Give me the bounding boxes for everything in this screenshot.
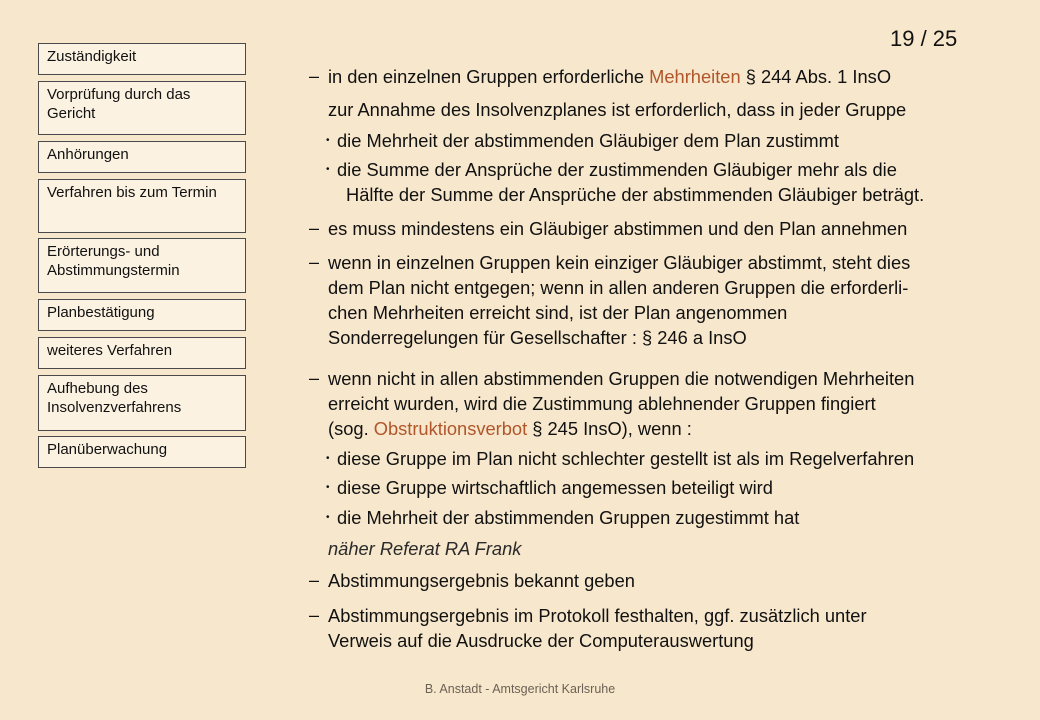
bullet-text: Verweis auf die Ausdrucke der Computerauswertung bbox=[328, 630, 754, 651]
highlight-obstruktionsverbot: Obstruktionsverbot bbox=[373, 418, 528, 439]
text-line: zur Annahme des Insolvenzplanes ist erforderlich, dass in jeder Gruppe bbox=[328, 99, 907, 120]
nav-item-label: weiteres Verfahren bbox=[47, 342, 173, 359]
sub-bullet-text: die Mehrheit der abstimmenden Gruppen zugestimmt hat bbox=[337, 507, 800, 528]
dash-bullet: – bbox=[309, 605, 320, 625]
bullet-text: es muss mindestens ein Gläubiger abstimmen und den Plan annehmen bbox=[328, 218, 908, 239]
nav-item-zustaendigkeit[interactable] bbox=[38, 43, 246, 75]
bullet-mehrheiten: in den einzelnen Gruppen erforderliche Mehrheiten § 244 Abs. 1 InsO bbox=[328, 66, 892, 87]
dash-bullet: – bbox=[309, 368, 320, 388]
sub-bullet-text: die Mehrheit der abstimmenden Gläubiger dem Plan zustimmt bbox=[337, 130, 839, 151]
bullet-obstruktionsverbot: (sog. Obstruktionsverbot § 245 InsO), wenn : bbox=[328, 418, 692, 439]
nav-item-label: Planbestätigung bbox=[47, 304, 155, 321]
nav-item-planueberwachung[interactable] bbox=[38, 436, 246, 468]
bullet-text: Abstimmungsergebnis im Protokoll festhalten, ggf. zusätzlich unter bbox=[328, 605, 867, 626]
nav-item-vorpruefung[interactable] bbox=[38, 81, 246, 135]
sub-bullet: • bbox=[326, 164, 330, 175]
note-referat: näher Referat RA Frank bbox=[328, 538, 522, 559]
nav-item-label: Zuständigkeit bbox=[47, 48, 137, 65]
sub-bullet: • bbox=[326, 135, 330, 146]
page-number: 19 / 25 bbox=[890, 26, 958, 51]
sub-bullet: • bbox=[326, 453, 330, 464]
nav-item-verfahren-bis-termin[interactable] bbox=[38, 179, 246, 233]
dash-bullet: – bbox=[309, 218, 320, 238]
dash-bullet: – bbox=[309, 66, 320, 86]
sub-bullet-text: die Summe der Ansprüche der zustimmenden Gläubiger mehr als die bbox=[337, 159, 897, 180]
nav-item-label: Anhörungen bbox=[47, 146, 129, 163]
nav-item-planbestaetigung[interactable] bbox=[38, 299, 246, 331]
nav-item-label: Vorprüfung durch das Gericht bbox=[47, 86, 191, 122]
sub-bullet-text: diese Gruppe im Plan nicht schlechter gestellt ist als im Regelverfahren bbox=[337, 448, 915, 469]
nav-item-aufhebung[interactable] bbox=[38, 375, 246, 431]
bullet-text: wenn in einzelnen Gruppen kein einziger Gläubiger abstimmt, steht dies bbox=[328, 252, 911, 273]
bullet-text: erreicht wurden, wird die Zustimmung ablehnender Gruppen fingiert bbox=[328, 393, 876, 414]
sub-bullet: • bbox=[326, 512, 330, 523]
bullet-text: chen Mehrheiten erreicht sind, ist der Plan angenommen bbox=[328, 302, 788, 323]
dash-bullet: – bbox=[309, 570, 320, 590]
footer: B. Anstadt - Amtsgericht Karlsruhe bbox=[424, 682, 616, 696]
nav-item-weiteres-verfahren[interactable] bbox=[38, 337, 246, 369]
nav-item-label: Aufhebung des Insolvenzverfahrens bbox=[47, 380, 182, 416]
nav-item-label: Erörterungs- und Abstimmungstermin bbox=[47, 243, 180, 279]
bullet-text: wenn nicht in allen abstimmenden Gruppen die notwendigen Mehrheiten bbox=[328, 368, 915, 389]
bullet-text: dem Plan nicht entgegen; wenn in allen anderen Gruppen die erforderli- bbox=[328, 277, 909, 298]
bullet-text: Abstimmungsergebnis bekannt geben bbox=[328, 570, 635, 591]
dash-bullet: – bbox=[309, 252, 320, 272]
nav-item-eroerterungstermin[interactable] bbox=[38, 238, 246, 293]
sub-bullet-text: diese Gruppe wirtschaftlich angemessen beteiligt wird bbox=[337, 477, 773, 498]
nav-item-anhoerungen[interactable] bbox=[38, 141, 246, 173]
highlight-mehrheiten: Mehrheiten bbox=[649, 66, 741, 87]
sub-bullet-text: Hälfte der Summe der Ansprüche der abstimmenden Gläubiger beträgt. bbox=[346, 184, 925, 205]
nav-item-label: Planüberwachung bbox=[47, 441, 168, 458]
bullet-text: Sonderregelungen für Gesellschafter : § 246 a InsO bbox=[328, 327, 747, 348]
nav-item-label: Verfahren bis zum Termin bbox=[47, 184, 217, 201]
sub-bullet: • bbox=[326, 482, 330, 493]
